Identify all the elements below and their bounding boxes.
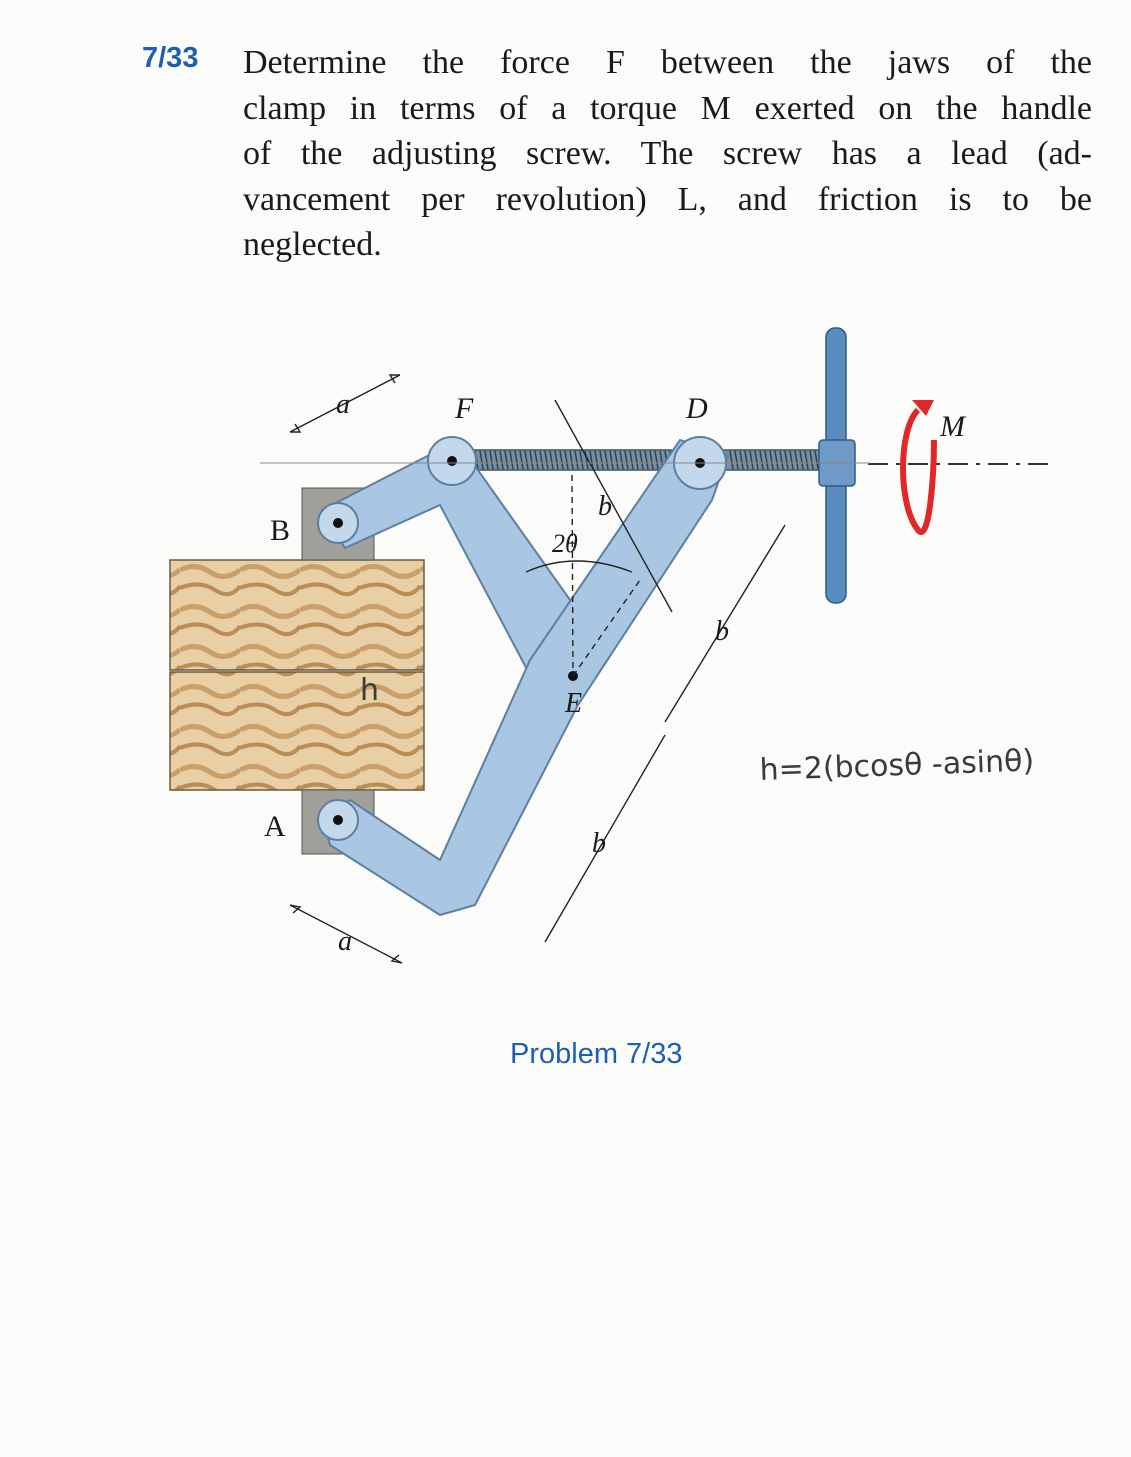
figure-caption: Problem 7/33 bbox=[510, 1038, 683, 1070]
label-D: D bbox=[686, 392, 708, 425]
label-A: A bbox=[264, 810, 286, 843]
handwritten-h-mark: h bbox=[360, 673, 380, 708]
wood-block-lower bbox=[170, 672, 424, 790]
pin-B bbox=[318, 503, 358, 543]
label-b-lower: b bbox=[592, 828, 606, 859]
label-a-top: a bbox=[336, 389, 350, 420]
pin-A bbox=[318, 800, 358, 840]
adjusting-screw bbox=[455, 450, 840, 470]
problem-number: 7/33 bbox=[142, 42, 199, 74]
problem-line: clamp in terms of a torque M exerted on the handle bbox=[243, 89, 1092, 127]
problem-line: Determine the force F between the jaws of the bbox=[243, 44, 1092, 81]
label-B: B bbox=[270, 514, 291, 547]
torque-arrow-icon bbox=[903, 400, 934, 532]
wood-block-upper bbox=[170, 560, 424, 670]
label-b-right: b bbox=[715, 616, 729, 647]
handwritten-equation: h=2(bcosθ -asinθ) bbox=[759, 743, 1035, 788]
label-2theta: 2θ bbox=[552, 529, 578, 558]
problem-line: neglected. bbox=[243, 226, 382, 263]
label-F: F bbox=[455, 392, 474, 425]
problem-line: vancement per revolution) L, and friction is to be bbox=[243, 180, 1092, 218]
screw-handle bbox=[819, 328, 855, 603]
label-b-upper: b bbox=[598, 491, 612, 522]
label-M: M bbox=[940, 410, 965, 443]
label-E: E bbox=[565, 688, 583, 719]
pin-F bbox=[428, 437, 476, 485]
label-a-bottom: a bbox=[338, 926, 352, 957]
problem-line: of the adjusting screw. The screw has a lead (ad- bbox=[243, 135, 1092, 172]
